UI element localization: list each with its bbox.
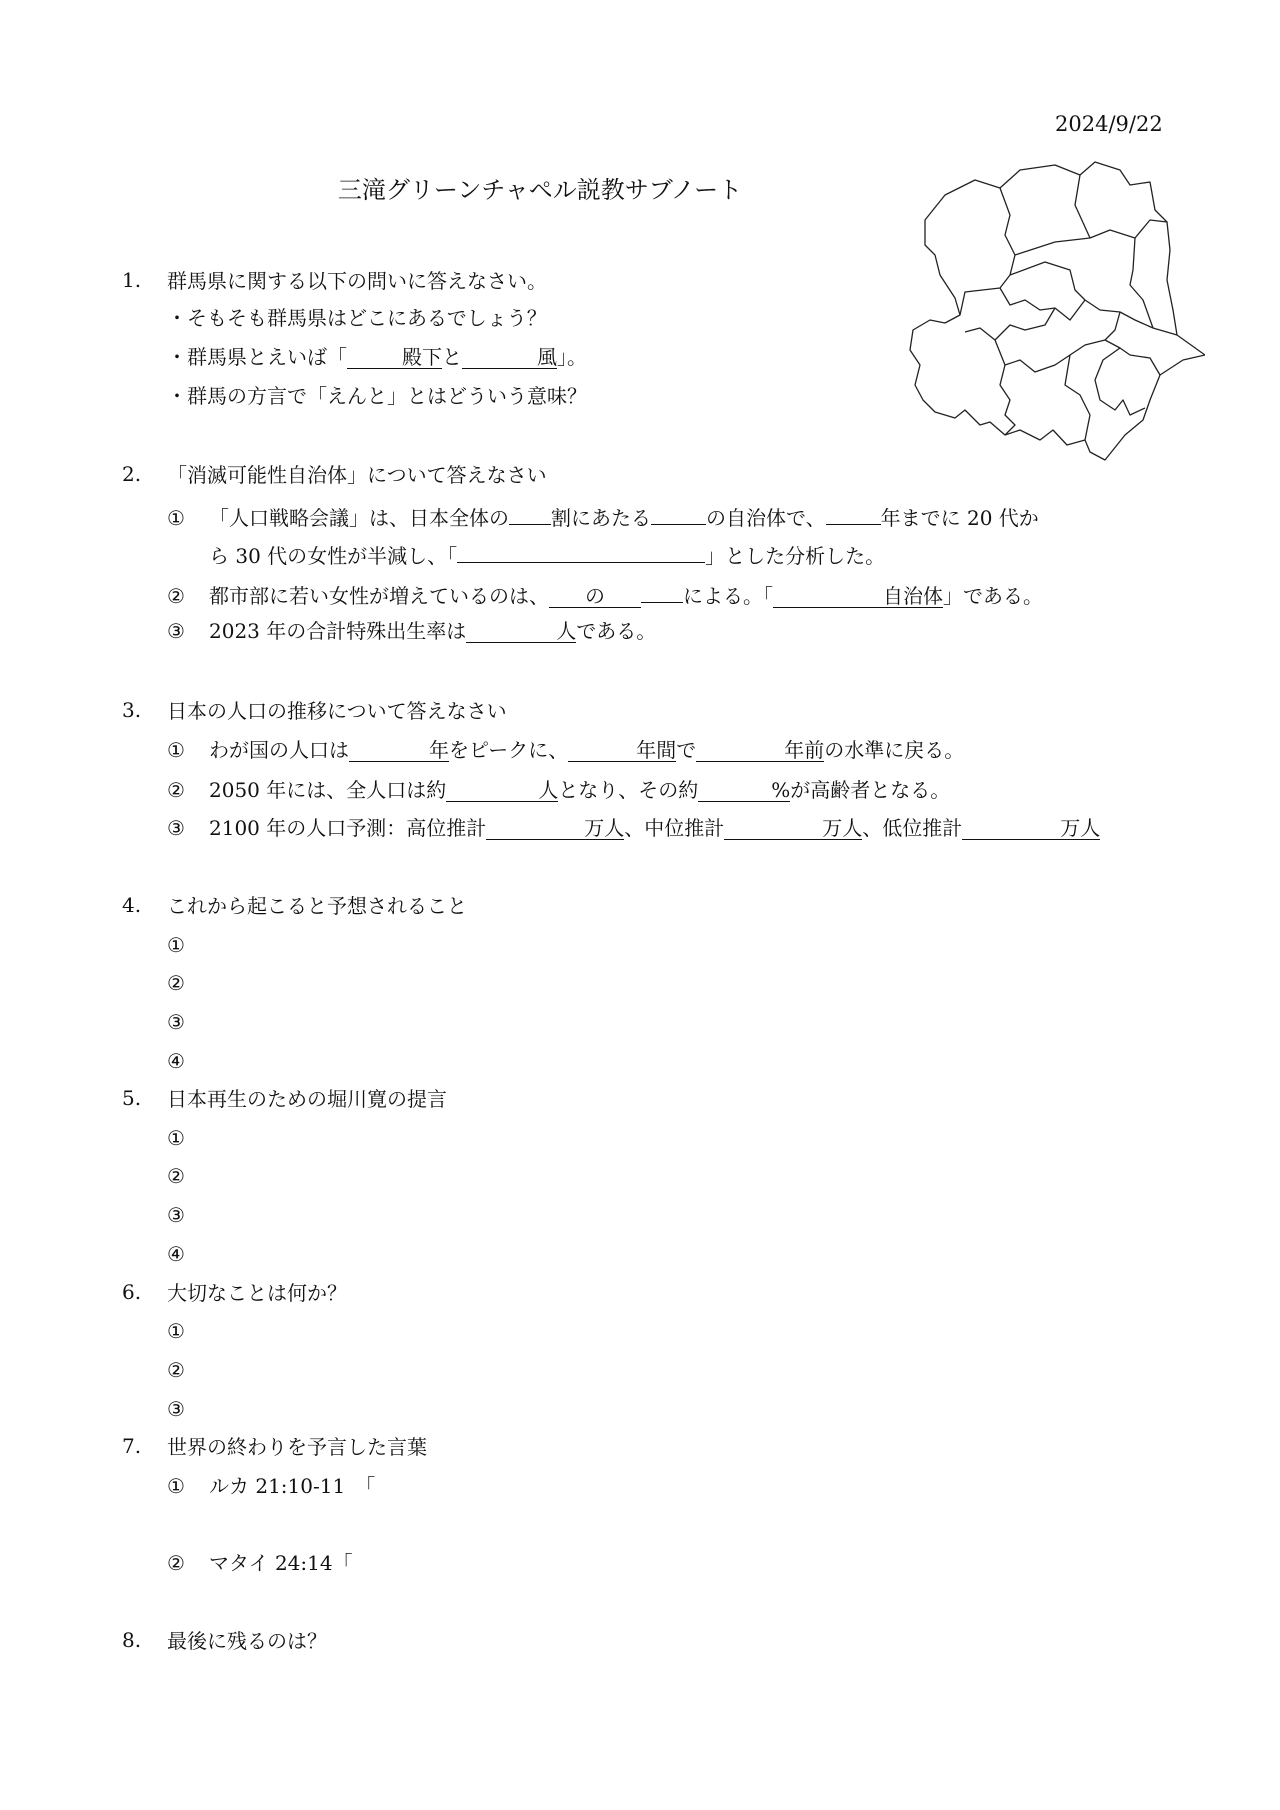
- text-segment: 「人口戦略会議」は、日本全体の: [209, 506, 509, 530]
- map-border-10: [1095, 348, 1145, 415]
- q5-item-3[interactable]: ③: [167, 1203, 185, 1227]
- text-segment: による。「: [683, 584, 773, 608]
- item-marker: ①: [167, 506, 185, 530]
- q4-item-1[interactable]: ①: [167, 933, 185, 957]
- q1-bullet-2-mid: と: [442, 345, 462, 369]
- q1-question: 群馬県に関する以下の問いに答えなさい。: [167, 269, 547, 293]
- text-segment: である。: [576, 619, 657, 643]
- q6-item-1[interactable]: ①: [167, 1319, 185, 1343]
- text-segment: 、低位推計: [862, 816, 963, 840]
- q8-question: 最後に残るのは？: [167, 1629, 327, 1653]
- item-marker: ②: [167, 1551, 185, 1575]
- q2-item-3: [167, 618, 656, 644]
- answer-blank[interactable]: 人: [466, 618, 576, 643]
- q5-item-1[interactable]: ①: [167, 1126, 185, 1150]
- text-segment: 2050 年には、全人口は約: [209, 778, 447, 802]
- q6-number: 6.: [122, 1280, 142, 1304]
- q8-number: 8.: [122, 1628, 142, 1652]
- map-border-12: [1105, 312, 1120, 340]
- q6-item-2[interactable]: ②: [167, 1358, 185, 1382]
- text-segment: の自治体で、: [706, 506, 826, 530]
- text-segment: 割にあたる: [551, 506, 651, 530]
- q1-bullet-2-pre: ・群馬県とえいば「: [167, 345, 347, 369]
- q7-question: 世界の終わりを予言した言葉: [167, 1435, 427, 1459]
- answer-blank[interactable]: 人: [446, 777, 558, 802]
- map-border-9: [1065, 355, 1090, 440]
- q4-item-2[interactable]: ②: [167, 971, 185, 995]
- q1-number: 1.: [122, 268, 142, 292]
- text-segment: わが国の人口は: [209, 738, 349, 762]
- q2-number: 2.: [122, 462, 142, 486]
- text-segment: 都市部に若い女性が増えているのは、: [209, 584, 549, 608]
- text-segment: となり、その約: [558, 778, 699, 802]
- map-border-7: [965, 328, 1160, 375]
- q5-item-2[interactable]: ②: [167, 1164, 185, 1188]
- answer-blank[interactable]: [641, 578, 683, 603]
- verse-reference: マタイ 24:14「: [209, 1551, 353, 1575]
- answer-blank[interactable]: 年間: [568, 737, 676, 762]
- answer-blank[interactable]: 年: [349, 737, 449, 762]
- q4-item-4[interactable]: ④: [167, 1049, 185, 1073]
- q3-item-1: [167, 737, 964, 763]
- q7-item-1: [167, 1473, 375, 1499]
- text-segment: 、中位推計: [624, 816, 725, 840]
- q2-item-2: [167, 578, 1043, 609]
- map-border-6: [1000, 288, 1085, 320]
- q1-bullet-3: ・群馬の方言で「えんと」とはどういう意味？: [167, 384, 587, 408]
- text-segment: で: [676, 738, 697, 762]
- item-marker: ②: [167, 584, 185, 608]
- text-segment: が高齢者となる。: [790, 778, 951, 802]
- q5-number: 5.: [122, 1086, 142, 1110]
- text-segment: ら 30 代の女性が半減し、「: [209, 544, 458, 568]
- text-segment: 」である。: [943, 584, 1043, 608]
- map-outline: [910, 162, 1205, 460]
- verse-reference: ルカ 21:10-11 「: [209, 1474, 376, 1498]
- item-marker: ②: [167, 778, 185, 802]
- answer-blank[interactable]: [457, 538, 705, 563]
- text-segment: 」とした分析した。: [705, 544, 886, 568]
- q6-item-3[interactable]: ③: [167, 1397, 185, 1421]
- answer-blank[interactable]: 風: [462, 344, 557, 369]
- q3-item-3: [167, 815, 1100, 841]
- q1-bullet-1: ・そもそも群馬県はどこにあるでしょう？: [167, 306, 547, 330]
- q1-bullet-2: [167, 344, 587, 370]
- answer-blank[interactable]: [826, 500, 881, 525]
- text-segment: 年までに 20 代か: [880, 506, 1039, 530]
- answer-blank[interactable]: の: [549, 583, 641, 608]
- map-border-5: [1130, 238, 1153, 328]
- q3-item-2: [167, 777, 950, 803]
- text-segment: をピークに、: [449, 738, 569, 762]
- text-segment: 2100 年の人口予測：高位推計: [209, 816, 487, 840]
- q5-question: 日本再生のための堀川寛の提言: [167, 1087, 447, 1111]
- q2-question: 「消滅可能性自治体」について答えなさい: [167, 463, 547, 487]
- q7-item-2: [167, 1550, 353, 1576]
- q4-question: これから起こると予想されること: [167, 894, 467, 918]
- item-marker: ①: [167, 738, 185, 762]
- q5-item-4[interactable]: ④: [167, 1242, 185, 1266]
- q3-number: 3.: [122, 698, 142, 722]
- q1-bullet-2-post: 」。: [557, 345, 587, 369]
- answer-blank[interactable]: 万人: [724, 815, 862, 840]
- q4-item-3[interactable]: ③: [167, 1010, 185, 1034]
- q3-question: 日本の人口の推移について答えなさい: [167, 699, 507, 723]
- answer-blank[interactable]: 万人: [962, 815, 1100, 840]
- answer-blank[interactable]: [651, 500, 706, 525]
- page-title: 三滝グリーンチャペル説教サブノート: [337, 176, 743, 204]
- q2-item-1: [167, 500, 1039, 531]
- answer-blank[interactable]: %: [698, 777, 790, 802]
- answer-blank[interactable]: 年前: [696, 737, 824, 762]
- item-marker: ③: [167, 816, 185, 840]
- map-border-1: [960, 188, 1015, 315]
- q6-question: 大切なことは何か？: [167, 1281, 347, 1305]
- q2-item-1-cont: [209, 538, 885, 569]
- item-marker: ③: [167, 619, 185, 643]
- answer-blank[interactable]: 自治体: [773, 583, 943, 608]
- answer-blank[interactable]: [509, 500, 551, 525]
- answer-blank[interactable]: 万人: [486, 815, 624, 840]
- text-segment: の水準に戻る。: [824, 738, 965, 762]
- map-border-11: [995, 308, 1055, 340]
- text-segment: 2023 年の合計特殊出生率は: [209, 619, 467, 643]
- item-marker: ①: [167, 1474, 185, 1498]
- q7-number: 7.: [122, 1434, 142, 1458]
- date: 2024/9/22: [1055, 112, 1163, 136]
- map-border-2: [1015, 220, 1167, 255]
- map-border-8: [1000, 365, 1015, 435]
- q4-number: 4.: [122, 893, 142, 917]
- answer-blank[interactable]: 殿下: [347, 344, 442, 369]
- kanto-map-figure: [905, 160, 1205, 475]
- map-border-3: [1075, 175, 1090, 238]
